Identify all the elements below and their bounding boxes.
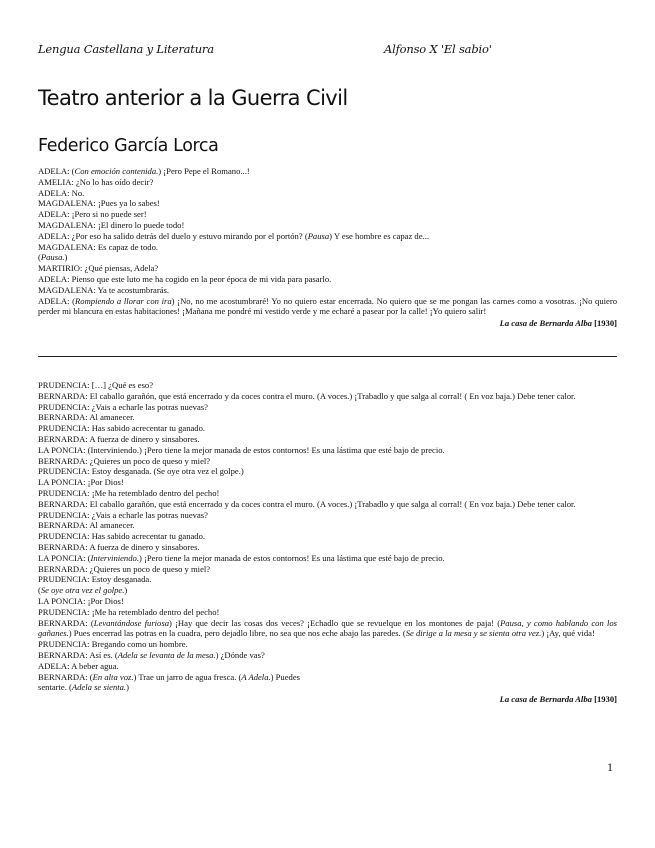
- dialogue-line: [38, 263, 617, 274]
- stage-direction: Pausa.: [40, 252, 65, 263]
- page-title: Teatro anterior a la Guerra Civil: [38, 86, 348, 110]
- excerpt-1-paragraph: ADELA: (Rompiendo a llorar con ira) ¡No, no me acostumbraré! Yo no quiero estar encerrada. No quiero que se me pongan las carnes como a vosotras. ¡No quiero perder mi blancura en estas habitaciones! ¡Mañana me pondré mi vestido verde y me echaré a pasear por la calle! ¡Yo quiero salir!: [38, 295, 618, 317]
- dialogue-line: [38, 553, 617, 564]
- dialogue-line: [38, 434, 617, 445]
- dialogue-line: [38, 585, 617, 596]
- dialogue-text: MAGDALENA: ¡El dinero lo puede todo!: [38, 219, 185, 230]
- stage-direction: Adela se sienta.: [71, 682, 127, 693]
- dialogue-text: (: [38, 585, 41, 596]
- dialogue-text: sentarte. (: [38, 682, 72, 693]
- dialogue-line: [38, 380, 617, 391]
- dialogue-line: [38, 672, 617, 683]
- stage-direction: Pausa, y como hablando con los gañanes.: [38, 617, 617, 639]
- dialogue-line: [38, 574, 617, 585]
- dialogue-text: LA PONCIA: (Interviniendo.) ¡Pero tiene la mejor manada de estos contornos! Es una lástima que esté bajo de precio.: [38, 444, 445, 455]
- separator-line: [38, 356, 617, 357]
- dialogue-line: [38, 520, 617, 531]
- dialogue-line: [38, 177, 617, 188]
- dialogue-text: PRUDENCIA: ¿Vais a echarle las potras nuevas?: [38, 401, 208, 412]
- dialogue-text: ) Trae un jarro de agua fresca. (: [133, 671, 242, 682]
- dialogue-line: [38, 499, 617, 510]
- dialogue-text: BERNARDA: A fuerza de dinero y sinsabores.: [38, 433, 200, 444]
- stage-direction: Pausa: [307, 230, 330, 241]
- dialogue-line: [38, 542, 617, 553]
- dialogue-text: LA PONCIA: ¡Por Dios!: [38, 477, 124, 488]
- dialogue-line: [38, 209, 617, 220]
- dialogue-line: [38, 488, 617, 499]
- dialogue-text: ): [64, 252, 68, 263]
- dialogue-text: ) ¿Dónde vas?: [215, 649, 265, 660]
- dialogue-text: ) ¡Hay que decir las cosas dos veces? ¡Echadlo que se revuelque en los montones de paja! (: [169, 617, 501, 628]
- dialogue-line: [38, 402, 617, 413]
- dialogue-text: ADELA: No.: [38, 187, 85, 198]
- excerpt-2-lines: [38, 380, 617, 693]
- excerpt-1-lines: [38, 166, 617, 296]
- dialogue-line: [38, 650, 617, 661]
- dialogue-line: [38, 639, 617, 650]
- dialogue-text: AMELIA: ¿No lo has oído decir?: [38, 176, 154, 187]
- page-subtitle: Federico García Lorca: [38, 136, 219, 156]
- stage-direction: Se oye otra vez el golpe.: [40, 585, 125, 596]
- dialogue-text: ): [126, 682, 129, 693]
- dialogue-text: BERNARDA: El caballo garañón, que está encerrado y da coces contra el muro. (A voces.) ¡Trabadlo y que salga al corral! ( En voz baja.) Debe tener calor.: [38, 498, 576, 509]
- dialogue-text: BERNARDA: (: [38, 617, 94, 628]
- dialogue-line: [38, 242, 617, 253]
- dialogue-line: [38, 477, 617, 488]
- dialogue-text: MARTIRIO: ¿Qué piensas, Adela?: [38, 263, 159, 274]
- dialogue-text: PRUDENCIA: Has sabido acrecentar tu ganado.: [38, 531, 206, 542]
- page-number: 1: [607, 760, 613, 774]
- excerpt-2: [38, 380, 617, 705]
- dialogue-line: [38, 198, 617, 209]
- dialogue-line: [38, 607, 617, 618]
- dialogue-text: PRUDENCIA: Bregando como un hombre.: [38, 639, 188, 650]
- dialogue-line: [38, 231, 617, 242]
- dialogue-text: BERNARDA: ¿Quieres un poco de queso y miel?: [38, 563, 211, 574]
- dialogue-text: ) Puedes: [270, 671, 300, 682]
- stage-direction: En alta voz.: [92, 671, 134, 682]
- dialogue-text: ) Y ese hombre es capaz de...: [329, 230, 429, 241]
- dialogue-text: BERNARDA: Así es. (: [38, 649, 118, 660]
- dialogue-line: [38, 510, 617, 521]
- dialogue-line: [38, 661, 617, 672]
- dialogue-text: LA PONCIA: ¡Por Dios!: [38, 595, 124, 606]
- dialogue-text: (: [38, 252, 41, 263]
- dialogue-text: MAGDALENA: ¡Pues ya lo sabes!: [38, 198, 160, 209]
- stage-direction: Levantándose furiosa: [93, 617, 170, 628]
- header-school: Alfonso X 'El sabio': [384, 42, 492, 56]
- dialogue-line: [38, 220, 617, 231]
- dialogue-line: [38, 188, 617, 199]
- dialogue-text: PRUDENCIA: Estoy desganada.: [38, 574, 152, 585]
- dialogue-text: ): [124, 585, 128, 596]
- header-subject: Lengua Castellana y Literatura: [38, 42, 214, 56]
- dialogue-text: BERNARDA: ¿Quieres un poco de queso y miel?: [38, 455, 211, 466]
- dialogue-line: [38, 531, 617, 542]
- dialogue-line: [38, 412, 617, 423]
- dialogue-line: [38, 423, 617, 434]
- dialogue-text: ) ¡Pero Pepe el Romano...!: [158, 166, 250, 176]
- dialogue-text: ADELA: A beber agua.: [38, 660, 119, 671]
- citation-title: La casa de Bernarda Alba: [499, 318, 592, 329]
- dialogue-text: PRUDENCIA: ¡Me ha retemblado dentro del pecho!: [38, 606, 220, 617]
- dialogue-text: MAGDALENA: Ya te acostumbrarás.: [38, 284, 170, 295]
- excerpt-1: [38, 166, 617, 329]
- dialogue-text: BERNARDA: A fuerza de dinero y sinsabores.: [38, 541, 200, 552]
- citation-year: [1930]: [594, 318, 617, 329]
- dialogue-line: [38, 564, 617, 575]
- dialogue-line: [38, 456, 617, 467]
- stage-direction: Se dirige a la mesa y se sienta otra vez.: [405, 628, 542, 639]
- dialogue-text: ) Pues encerrad las potras en la cuadra, pero dejadlo libre, no sea que nos eche abajo las paredes. (: [68, 628, 406, 639]
- dialogue-line: [38, 252, 617, 263]
- dialogue-text: ADELA: Pienso que este luto me ha cogido en la peor época de mi vida para pasarlo.: [38, 273, 332, 284]
- dialogue-text: LA PONCIA: (: [38, 552, 91, 563]
- excerpt-2-citation: [38, 694, 617, 705]
- dialogue-line: [38, 618, 617, 640]
- stage-direction: Con emoción contenida.: [74, 166, 159, 176]
- dialogue-line: [38, 466, 617, 477]
- stage-direction: Rompiendo a llorar con ira: [75, 295, 172, 306]
- dialogue-text: MAGDALENA: Es capaz de todo.: [38, 241, 159, 252]
- dialogue-text: PRUDENCIA: […] ¿Qué es eso?: [38, 380, 154, 390]
- dialogue-text: ADELA: ¡Pero si no puede ser!: [38, 209, 147, 220]
- dialogue-text: BERNARDA: Al amanecer.: [38, 412, 135, 423]
- dialogue-line: [38, 682, 617, 693]
- excerpt-1-citation: [38, 318, 617, 329]
- dialogue-text: ADELA: (: [38, 166, 75, 176]
- stage-direction: Adela se levanta de la mesa.: [117, 649, 216, 660]
- dialogue-text: PRUDENCIA: ¡Me ha retemblado dentro del pecho!: [38, 487, 220, 498]
- dialogue-text: BERNARDA: El caballo garañón, que está encerrado y da coces contra el muro. (A voces.) ¡Trabadlo y que salga al corral! ( En voz baja.) Debe tener calor.: [38, 390, 576, 401]
- dialogue-text: PRUDENCIA: ¿Vais a echarle las potras nuevas?: [38, 509, 208, 520]
- stage-direction: A Adela.: [241, 671, 271, 682]
- dialogue-line: [38, 166, 617, 177]
- dialogue-line: [38, 391, 617, 402]
- dialogue-text: BERNARDA: (: [38, 671, 93, 682]
- citation-title: La casa de Bernarda Alba: [499, 694, 592, 705]
- dialogue-text: ) ¡Pero tiene la mejor manada de estos contornos! Es una lástima que esté bajo de precio.: [138, 552, 445, 563]
- dialogue-line: [38, 274, 617, 285]
- citation-year: [1930]: [594, 694, 617, 705]
- dialogue-line: [38, 445, 617, 456]
- dialogue-text: ADELA: ¿Por eso ha salido detrás del duelo y estuvo mirando por el portón? (: [38, 230, 308, 241]
- dialogue-text: PRUDENCIA: Estoy desganada. (Se oye otra vez el golpe.): [38, 466, 244, 477]
- stage-direction: Interviniendo.: [90, 552, 139, 563]
- dialogue-text: ) ¡Ay, qué vida!: [541, 628, 595, 639]
- dialogue-line: [38, 285, 617, 296]
- dialogue-text: BERNARDA: Al amanecer.: [38, 520, 135, 531]
- dialogue-line: [38, 596, 617, 607]
- dialogue-text: PRUDENCIA: Has sabido acrecentar tu ganado.: [38, 423, 206, 434]
